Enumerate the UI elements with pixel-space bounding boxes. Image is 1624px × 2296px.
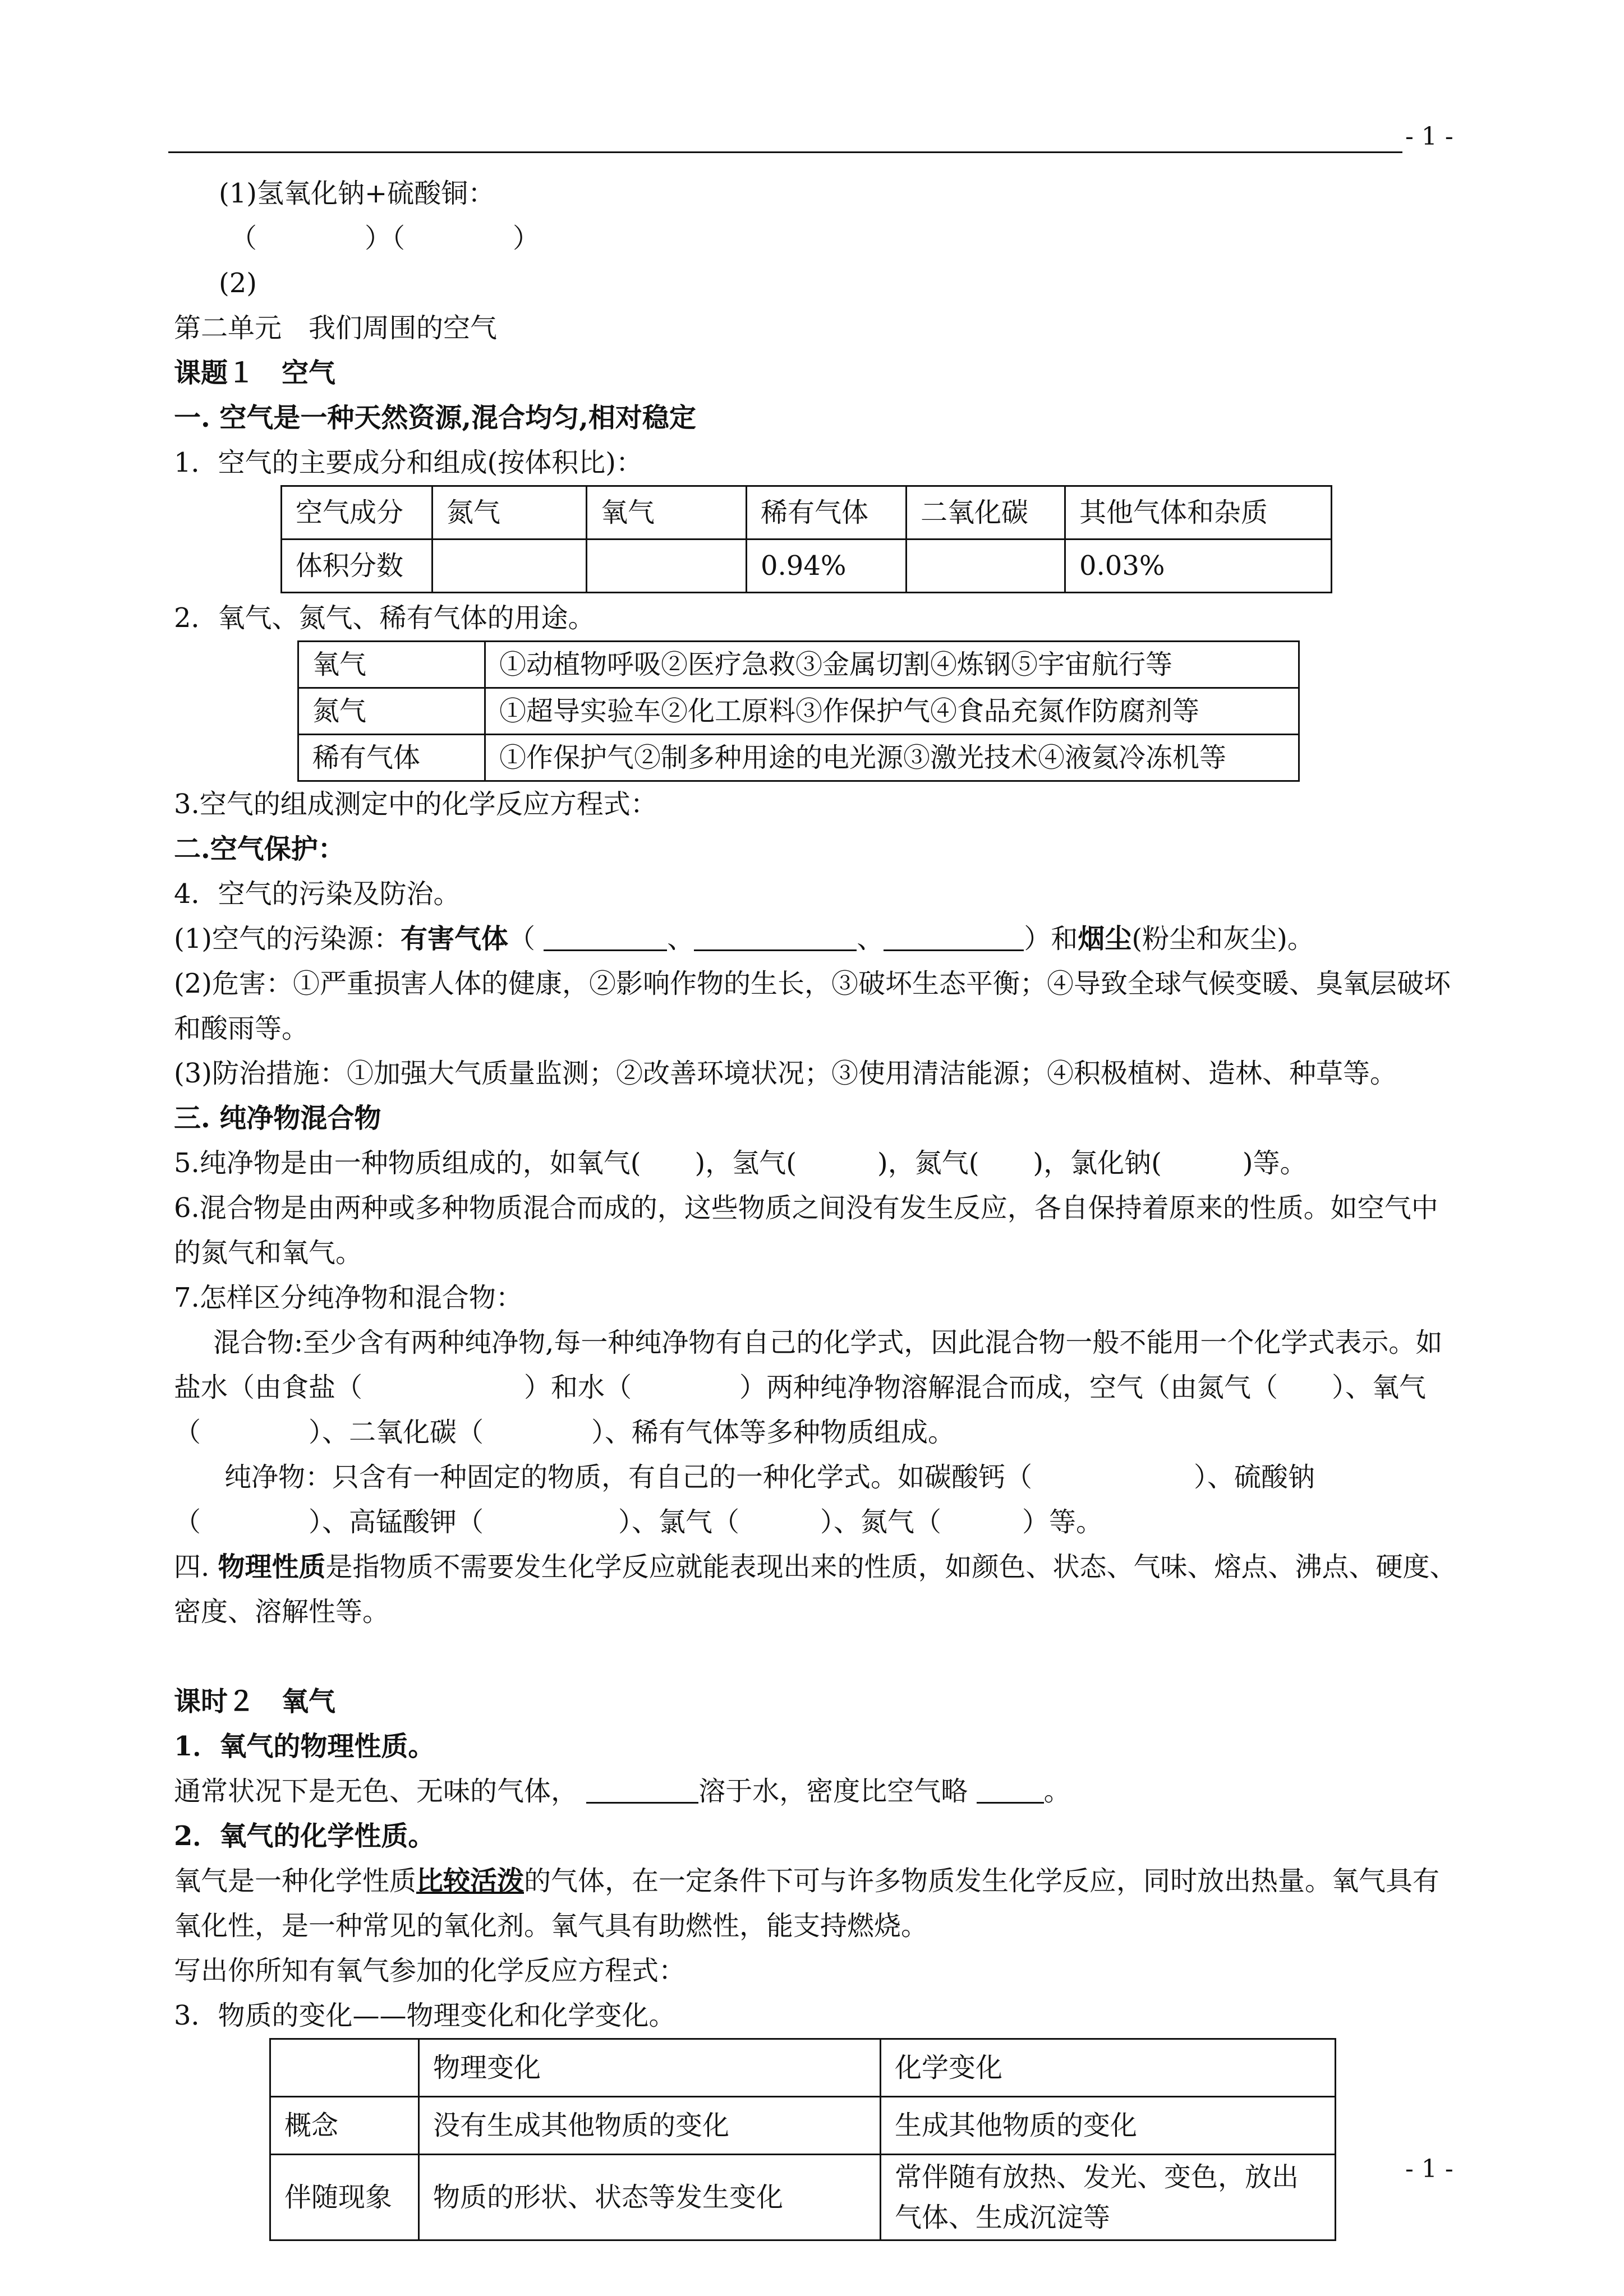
table-row [270, 2155, 1336, 2240]
fill-blank[interactable] [884, 925, 1024, 951]
header-rule [168, 151, 1402, 153]
document-body [174, 171, 1459, 2241]
table-cell: 化学变化 [881, 2039, 1336, 2097]
text-span: (粉尘和灰尘)。 [1131, 923, 1314, 955]
text-line: (3)防治措施：①加强大气质量监测；②改善环境状况；③使用清洁能源；④积极植树、造林、种草等。 [174, 1058, 1397, 1089]
table-cell: 二氧化碳 [907, 486, 1065, 540]
air-composition-table [280, 485, 1332, 593]
lesson-title: 课时２ 氧气 [174, 1686, 336, 1717]
text-span: 的气体，在一定条件下可与许多物质发生化学反应，同时放出热量。氧气具有氧化性，是一种常见的氧化剂。氧气具有助燃性，能支持燃烧。 [174, 1865, 1440, 1942]
table-cell: ①超导实验车②化工原料③作保护气④食品充氮作防腐剂等 [485, 688, 1299, 735]
fill-blank[interactable] [977, 1777, 1044, 1804]
text-span: 四. [174, 1551, 218, 1583]
table-cell: 稀有气体 [298, 735, 485, 781]
pollution-sources-line [174, 916, 1459, 961]
spacer [174, 1634, 1459, 1679]
table-cell [907, 540, 1065, 593]
text-line: 4．空气的污染及防治。 [174, 878, 461, 910]
table-cell: 物理变化 [419, 2039, 881, 2097]
table-cell: 氮气 [298, 688, 485, 735]
table-row [282, 540, 1332, 593]
text-span: 氧气是一种化学性质 [174, 1865, 417, 1897]
section-heading: 一. 空气是一种天然资源,混合均匀,相对稳定 [174, 402, 696, 434]
fill-blank[interactable] [544, 925, 667, 951]
text-span: 比较活泼 [416, 1865, 525, 1897]
page-number-bottom: - 1 - [1405, 2155, 1453, 2183]
lesson-title: 课题１ 空气 [174, 357, 336, 389]
table-cell: 物质的形状、状态等发生变化 [419, 2155, 881, 2240]
table-cell: 其他气体和杂质 [1065, 486, 1332, 540]
text-span: （ [508, 923, 536, 955]
section-heading: 2．氧气的化学性质。 [174, 1820, 435, 1852]
table-cell [270, 2039, 419, 2097]
section-heading: 三. 纯净物混合物 [174, 1103, 381, 1134]
table-cell: 概念 [270, 2097, 419, 2155]
table-row [298, 688, 1299, 735]
text-line: 5.纯净物是由一种物质组成的，如氧气( )，氢气( )，氮气( )，氯化钠( )等。 [174, 1147, 1307, 1179]
table-cell: 伴随现象 [270, 2155, 419, 2240]
table-cell: 氧气 [587, 486, 747, 540]
text-span: ）和 [1024, 923, 1078, 955]
table-cell: ①作保护气②制多种用途的电光源③激光技术④液氦冷冻机等 [485, 735, 1299, 781]
section-heading: 1．氧气的物理性质。 [174, 1731, 435, 1762]
text-paragraph [174, 1859, 1459, 1948]
text-line: 1．空气的主要成分和组成(按体积比)： [174, 447, 643, 478]
text-line: 写出你所知有氧气参加的化学反应方程式： [174, 1955, 686, 1986]
table-cell: 常伴随有放热、发光、变色，放出气体、生成沉淀等 [881, 2155, 1336, 2240]
table-cell: 生成其他物质的变化 [881, 2097, 1336, 2155]
text-span: 是指物质不需要发生化学反应就能表现出来的性质，如颜色、状态、气味、熔点、沸点、硬度、密度、溶解性等。 [174, 1551, 1457, 1628]
table-cell: 没有生成其他物质的变化 [419, 2097, 881, 2155]
text-span: 、 [667, 923, 694, 955]
text-line: 7.怎样区分纯净物和混合物： [174, 1282, 523, 1313]
text-line: 2．氧气、氮气、稀有气体的用途。 [174, 602, 595, 634]
table-cell: ①动植物呼吸②医疗急救③金属切割④炼钢⑤宇宙航行等 [485, 642, 1299, 688]
table-cell: 空气成分 [282, 486, 433, 540]
text-paragraph [174, 1545, 1459, 1634]
text-paragraph: 纯净物：只含有一种固定的物质，有自己的一种化学式。如碳酸钙（ ）、硫酸钠（ ）、高锰酸钾（ ）、氯气（ ）、氮气（ ）等。 [174, 1461, 1315, 1538]
text-span: 、 [857, 923, 884, 955]
text-span: 。 [1043, 1776, 1071, 1807]
text-paragraph: (2)危害：①严重损害人体的健康，②影响作物的生长，③破坏生态平衡；④导致全球气候变暖、臭氧层破坏和酸雨等。 [174, 968, 1451, 1044]
text-line: （ ）（ ） [230, 223, 540, 254]
unit-title: 第二单元 我们周围的空气 [174, 312, 498, 344]
text-span: 烟尘 [1078, 923, 1132, 955]
text-line: (1)氢氧化钠+硫酸铜： [219, 178, 495, 209]
table-row [298, 735, 1299, 781]
text-span: 溶于水，密度比空气略 [698, 1776, 968, 1807]
fill-blank[interactable] [694, 925, 857, 951]
table-row [282, 486, 1332, 540]
page-number-top: - 1 - [1405, 122, 1453, 151]
text-paragraph: 6.混合物是由两种或多种物质混合而成的，这些物质之间没有发生反应，各自保持着原来的性质。如空气中的氮气和氧气。 [174, 1192, 1438, 1269]
table-cell: 氮气 [433, 486, 587, 540]
table-row [270, 2097, 1336, 2155]
text-line: 3．物质的变化——物理变化和化学变化。 [174, 2000, 676, 2031]
text-span: 物理性质 [218, 1551, 326, 1583]
table-row [270, 2039, 1336, 2097]
fill-blank[interactable] [586, 1777, 698, 1804]
table-cell: 0.94% [747, 540, 907, 593]
table-cell: 氧气 [298, 642, 485, 688]
table-cell: 体积分数 [282, 540, 433, 593]
text-span: 有害气体 [401, 923, 509, 955]
text-paragraph: 混合物:至少含有两种纯净物,每一种纯净物有自己的化学式，因此混合物一般不能用一个化学式表示。如盐水（由食盐（ ）和水（ ）两种纯净物溶解混合而成，空气（由氮气（ ）、氧气（ ）、二氧化碳（ ）、稀有气体等多种物质组成。 [174, 1327, 1443, 1448]
text-line: 3.空气的组成测定中的化学反应方程式： [174, 789, 657, 820]
gas-uses-table [297, 640, 1300, 782]
table-row [298, 642, 1299, 688]
table-cell [587, 540, 747, 593]
text-line: (2) [219, 268, 257, 299]
oxygen-physical-line [174, 1769, 1459, 1814]
text-span: (1)空气的污染源： [174, 923, 401, 955]
table-cell: 0.03% [1065, 540, 1332, 593]
section-heading: 二.空气保护： [174, 833, 345, 865]
text-span: 通常状况下是无色、无味的气体， [174, 1776, 578, 1807]
change-comparison-table [269, 2038, 1336, 2241]
table-cell [433, 540, 587, 593]
table-cell: 稀有气体 [747, 486, 907, 540]
